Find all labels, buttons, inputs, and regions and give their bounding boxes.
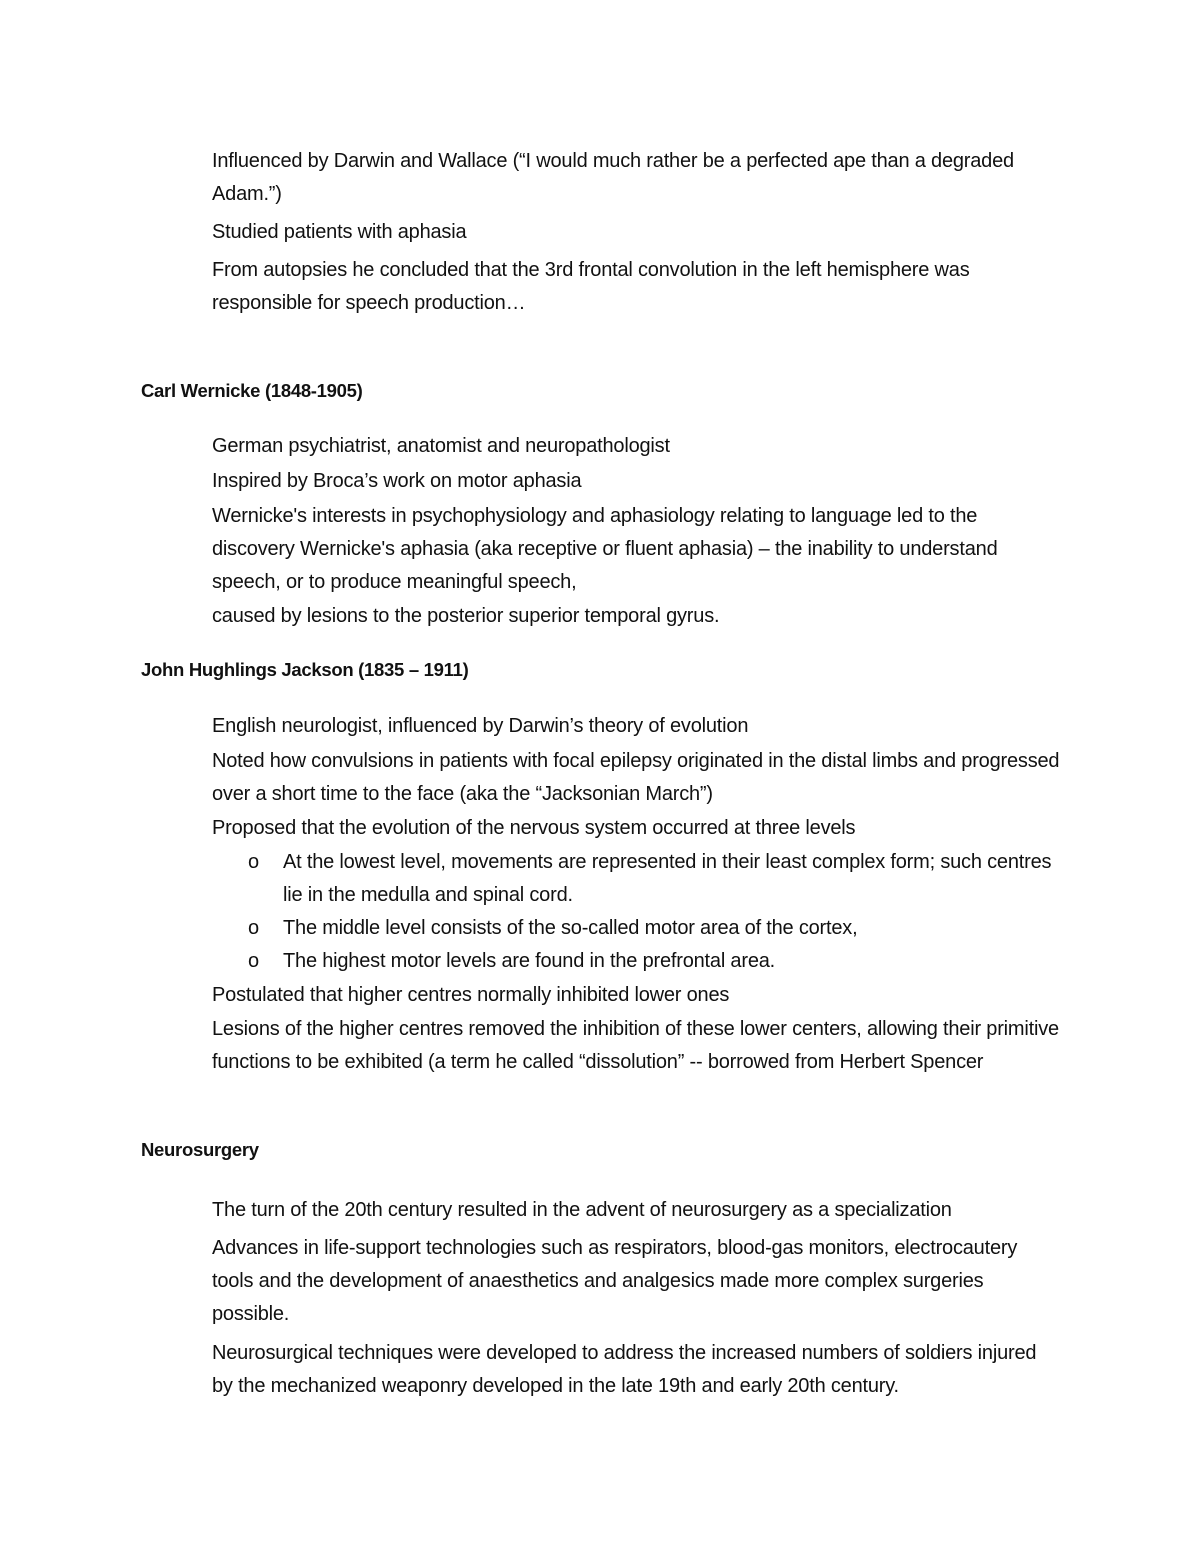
jackson-bullet-item (212, 846, 1062, 912)
bullet-text: At the lowest level, movements are represented in their least complex form; such centres lie in the medulla and spinal cord. (283, 851, 1052, 906)
broca-paragraph-3: From autopsies he concluded that the 3rd frontal convolution in the left hemisphere was responsible for speech production… (212, 259, 970, 314)
bullet-text: The middle level consists of the so-called motor area of the cortex, (283, 917, 858, 939)
jackson-bullet-item (212, 912, 1062, 945)
wernicke-paragraph-1: German psychiatrist, anatomist and neuropathologist (212, 435, 670, 457)
neurosurgery-paragraph-2: Advances in life-support technologies such as respirators, blood-gas monitors, electrocautery tools and the development of anaesthetics and analgesics made more complex surgeries possible. (212, 1237, 1018, 1325)
bullet-marker: o (248, 917, 259, 939)
bullet-text: The highest motor levels are found in the prefrontal area. (283, 950, 776, 972)
section-heading-wernicke: Carl Wernicke (1848-1905) (141, 380, 363, 401)
wernicke-paragraph-4: caused by lesions to the posterior superior temporal gyrus. (212, 605, 720, 627)
section-heading-neurosurgery: Neurosurgery (141, 1139, 259, 1160)
jackson-paragraph-1: English neurologist, influenced by Darwin’s theory of evolution (212, 715, 749, 737)
section-heading-jackson: John Hughlings Jackson (1835 – 1911) (141, 659, 469, 680)
neurosurgery-paragraph-3: Neurosurgical techniques were developed to address the increased numbers of soldiers injured by the mechanized weaponry developed in the late 19th and early 20th century. (212, 1342, 1037, 1397)
jackson-paragraph-3: Proposed that the evolution of the nervous system occurred at three levels (212, 817, 856, 839)
bullet-marker: o (248, 950, 259, 972)
wernicke-paragraph-2: Inspired by Broca’s work on motor aphasia (212, 470, 582, 492)
jackson-closing-paragraph-2: Lesions of the higher centres removed the inhibition of these lower centers, allowing their primitive functions to be exhibited (a term he called “dissolution” -- borrowed from Herbert Spencer (212, 1018, 1059, 1073)
jackson-paragraph-2: Noted how convulsions in patients with focal epilepsy originated in the distal limbs and progressed over a short time to the face (aka the “Jacksonian March”) (212, 750, 1060, 805)
jackson-bullet-item (212, 945, 1062, 978)
broca-paragraph-1: Influenced by Darwin and Wallace (“I would much rather be a perfected ape than a degraded Adam.”) (212, 150, 1014, 205)
jackson-closing-paragraph-1: Postulated that higher centres normally inhibited lower ones (212, 984, 730, 1006)
wernicke-paragraph-3: Wernicke's interests in psychophysiology and aphasiology relating to language led to the discovery Wernicke's aphasia (aka receptive or fluent aphasia) – the inability to understand speech, or to produce meaningful speech, (212, 505, 998, 593)
neurosurgery-paragraph-1: The turn of the 20th century resulted in the advent of neurosurgery as a specialization (212, 1199, 952, 1221)
broca-paragraph-2: Studied patients with aphasia (212, 221, 467, 243)
bullet-marker: o (248, 851, 259, 873)
